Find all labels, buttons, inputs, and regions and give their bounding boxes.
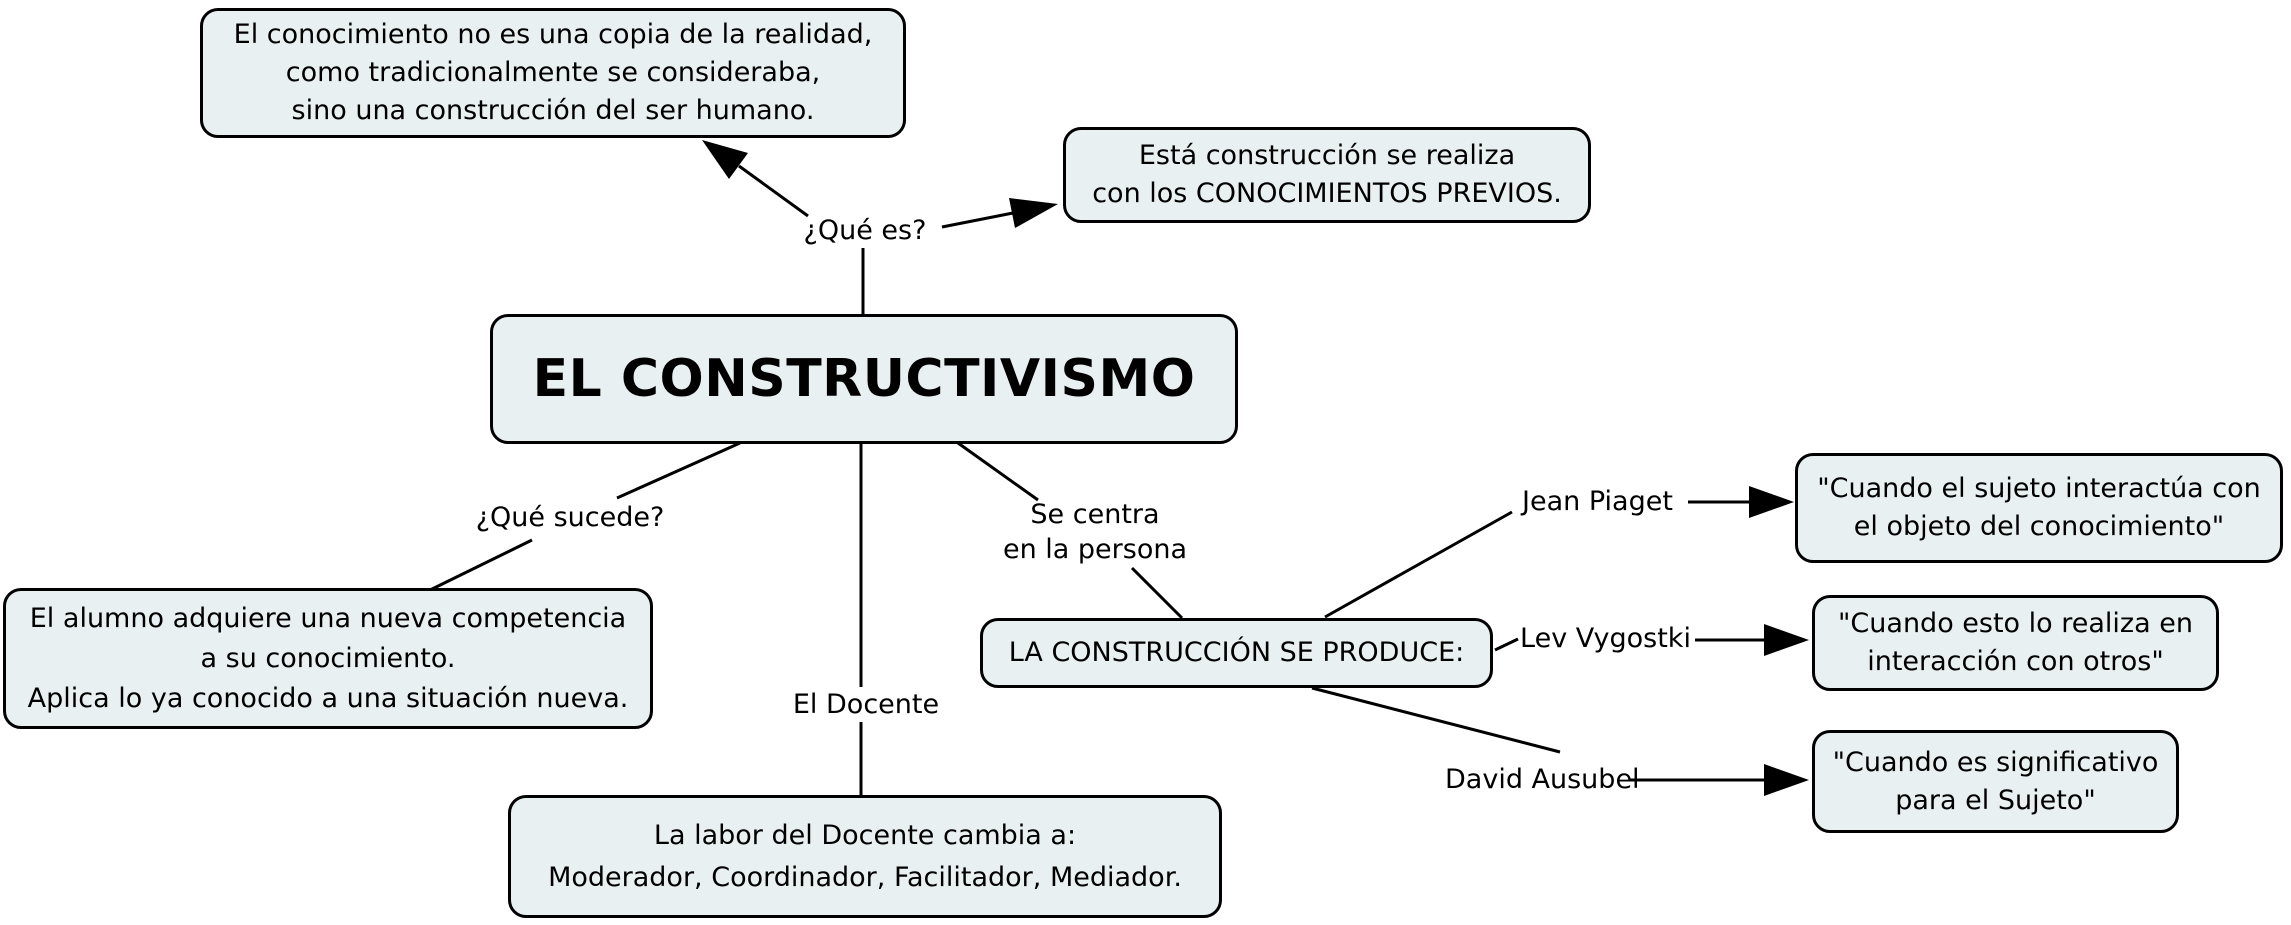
connector-produce-ausubel bbox=[1312, 688, 1560, 752]
node-docente-cambia bbox=[508, 795, 1222, 918]
label-line: en la persona bbox=[1002, 534, 1188, 565]
node-text-line: El alumno adquiere una nueva competencia bbox=[29, 602, 627, 634]
node-text-line: a su conocimiento. bbox=[200, 642, 456, 674]
node-text-line: El conocimiento no es una copia de la realidad, bbox=[233, 19, 873, 50]
connector-quees-realidad bbox=[739, 166, 808, 216]
label-lev-vygostki: Lev Vygostki bbox=[1520, 623, 1691, 654]
connector-secentra-produce bbox=[1132, 568, 1182, 618]
node-text-line: con los CONOCIMIENTOS PREVIOS. bbox=[1092, 178, 1562, 209]
node-text-line: interacción con otros" bbox=[1867, 646, 2164, 677]
node-text-line: "Cuando el sujeto interactúa con bbox=[1817, 473, 2261, 504]
node-text-line: "Cuando es significativo bbox=[1832, 746, 2159, 778]
node-text-line: como tradicionalmente se consideraba, bbox=[285, 57, 821, 88]
connector-produce-piaget bbox=[1325, 512, 1512, 617]
label-line: Se centra bbox=[1030, 499, 1160, 530]
node-vygostki-quote bbox=[1812, 595, 2219, 691]
node-text-line: Está construcción se realiza bbox=[1138, 140, 1516, 171]
arrowhead-realidad bbox=[702, 140, 748, 179]
node-text-line: para el Sujeto" bbox=[1895, 784, 2096, 816]
node-text-line: LA CONSTRUCCIÓN SE PRODUCE: bbox=[1008, 637, 1465, 668]
arrowhead-piaget-quote bbox=[1749, 486, 1794, 518]
connector-main-secentra bbox=[958, 443, 1038, 500]
node-text-line: La labor del Docente cambia a: bbox=[653, 819, 1077, 851]
label-que-es: ¿Qué es? bbox=[803, 215, 927, 246]
node-realidad bbox=[200, 8, 906, 138]
arrowhead-ausubel-quote bbox=[1764, 764, 1809, 796]
node-text-line: Moderador, Coordinador, Facilitador, Mediador. bbox=[548, 861, 1182, 893]
node-text-line: Aplica lo ya conocido a una situación nueva. bbox=[27, 682, 629, 714]
node-text-line: sino una construcción del ser humano. bbox=[291, 95, 815, 126]
node-ausubel-quote bbox=[1812, 730, 2179, 833]
arrowhead-vygostki-quote bbox=[1764, 624, 1809, 656]
node-text-line: "Cuando esto lo realiza en bbox=[1838, 608, 2193, 639]
diagram-title: EL CONSTRUCTIVISMO bbox=[532, 349, 1196, 409]
label-david-ausubel: David Ausubel bbox=[1445, 764, 1640, 795]
label-que-sucede: ¿Qué sucede? bbox=[475, 502, 665, 533]
node-alumno bbox=[3, 588, 653, 729]
node-construccion-produce bbox=[980, 618, 1493, 688]
label-se-centra bbox=[985, 497, 1205, 567]
connector-sucede-alumno bbox=[428, 540, 532, 591]
arrowhead-previos bbox=[1009, 198, 1058, 228]
node-previos bbox=[1063, 127, 1591, 223]
label-jean-piaget: Jean Piaget bbox=[1522, 486, 1673, 517]
node-piaget-quote bbox=[1795, 453, 2283, 563]
label-el-docente: El Docente bbox=[770, 687, 962, 722]
connector-main-sucede bbox=[617, 443, 740, 498]
node-text-line: el objeto del conocimiento" bbox=[1853, 511, 2225, 542]
node-el-constructivismo bbox=[490, 314, 1238, 444]
